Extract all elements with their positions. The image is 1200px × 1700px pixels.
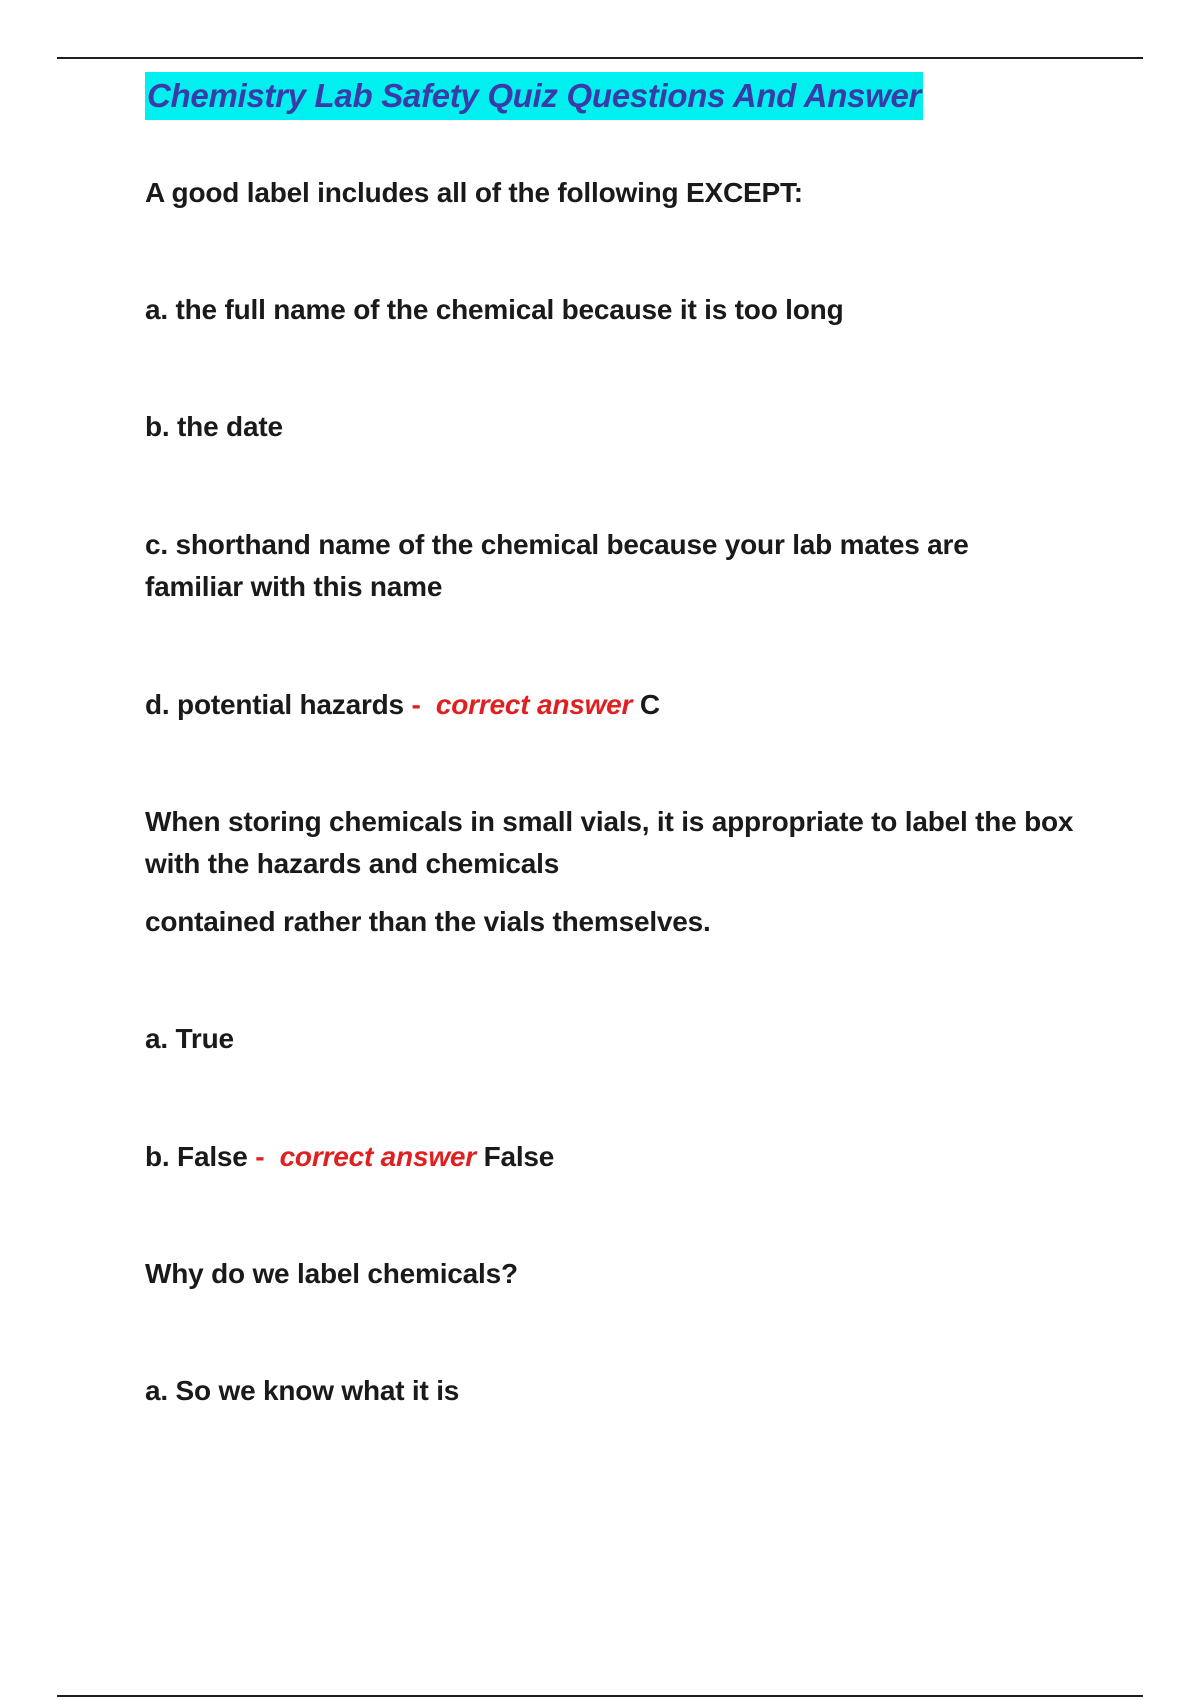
question-2-part-2: contained rather than the vials themselves.	[145, 906, 711, 937]
page-title	[145, 72, 923, 120]
question-1: A good label includes all of the following EXCEPT:	[145, 177, 803, 208]
q1-option-d	[145, 684, 660, 726]
page-title-text: Chemistry Lab Safety Quiz Questions And Answer	[145, 72, 923, 120]
q1-answer-separator: -	[411, 689, 421, 720]
q1-option-c: c. shorthand name of the chemical because your lab mates are familiar with this name	[145, 529, 969, 602]
top-rule	[57, 57, 1143, 59]
q2-answer-value: False	[483, 1141, 555, 1172]
q2-answer-separator: -	[255, 1141, 265, 1172]
question-3: Why do we label chemicals?	[145, 1258, 518, 1289]
q1-option-b: b. the date	[145, 411, 283, 442]
q2-option-b-text: b. False	[145, 1141, 248, 1172]
bottom-rule	[57, 1695, 1143, 1697]
q1-option-d-text: d. potential hazards	[145, 689, 404, 720]
q1-answer-value: C	[639, 689, 660, 720]
q1-correct-answer-label: correct answer	[435, 689, 633, 720]
q2-correct-answer-label: correct answer	[279, 1141, 476, 1172]
q1-option-a: a. the full name of the chemical because it is too long	[145, 294, 844, 325]
q3-option-a: a. So we know what it is	[145, 1375, 460, 1406]
q2-option-b	[145, 1136, 554, 1178]
q2-option-a: a. True	[145, 1023, 234, 1054]
question-2-part-1: When storing chemicals in small vials, it is appropriate to label the box with the hazards and chemicals	[145, 806, 1074, 879]
